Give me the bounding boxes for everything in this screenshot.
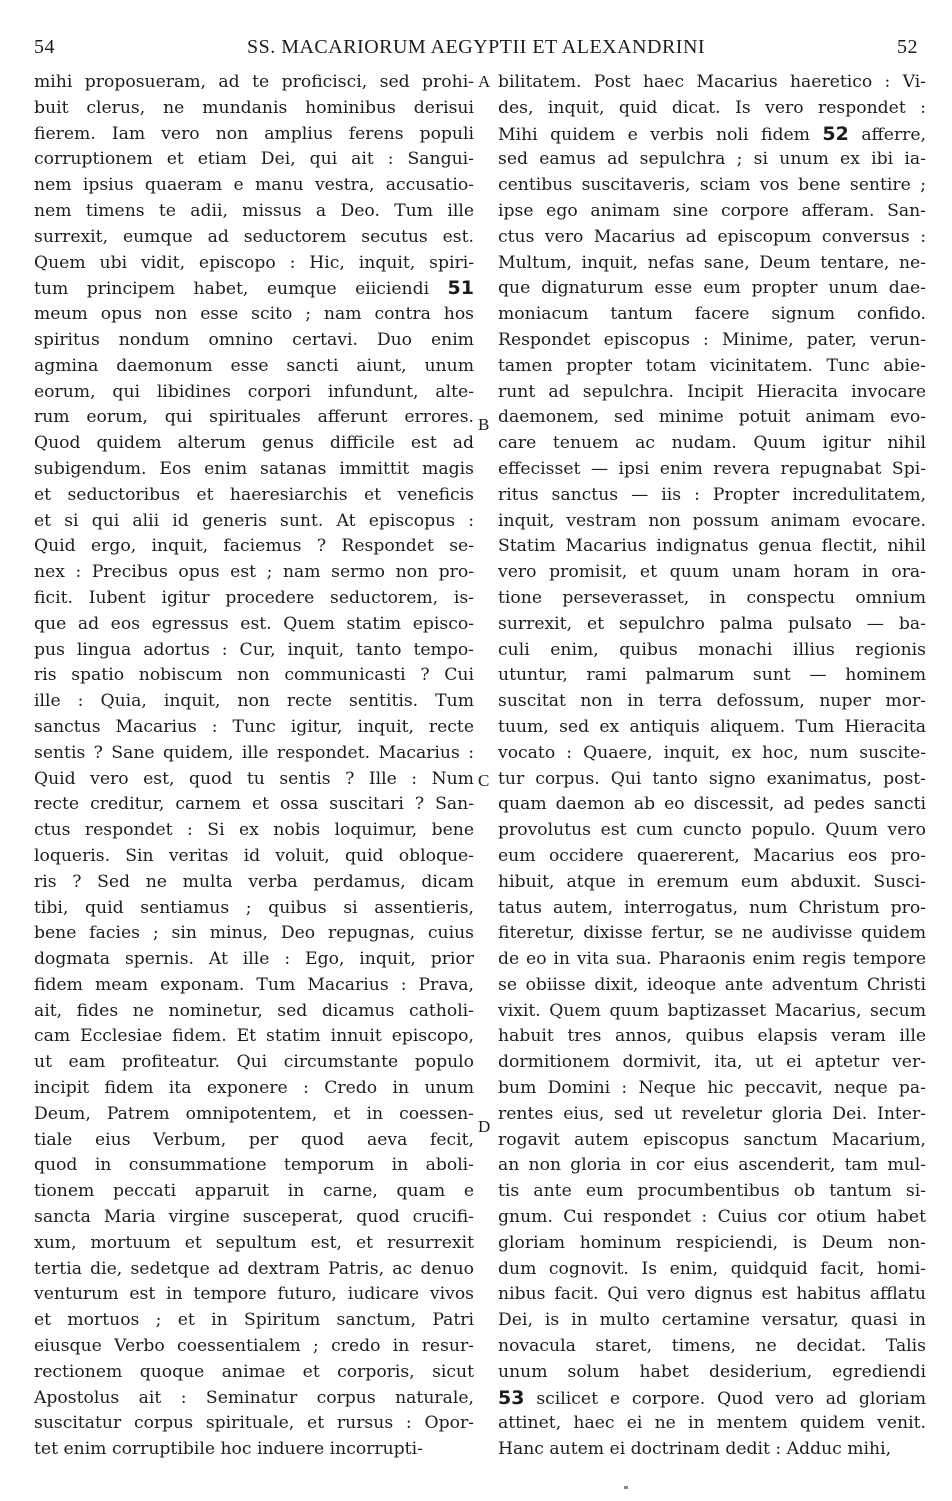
text-line <box>498 1179 926 1205</box>
line-text: novacula staret, timens, ne decidat. Talis <box>498 1336 926 1357</box>
line-text: nem ipsius quaeram e manu vestra, accusatio- <box>34 175 474 196</box>
text-line <box>34 1179 474 1205</box>
text-line <box>34 1411 474 1437</box>
text-line <box>498 147 926 173</box>
text-line <box>34 225 474 251</box>
line-text: sanctus Macarius : Tunc igitur, inquit, recte <box>34 716 474 737</box>
column-number: 53 <box>498 1386 525 1409</box>
text-line <box>498 405 926 431</box>
line-text: eiusque Verbo coessentialem ; credo in resur- <box>34 1336 474 1357</box>
text-line <box>498 276 926 302</box>
text-line <box>498 483 926 509</box>
line-text: tis ante eum procumbentibus ob tantum si- <box>498 1181 926 1202</box>
text-line <box>498 1102 926 1128</box>
line-text: Quod quidem alterum genus difficile est ad <box>34 433 474 454</box>
text-line <box>498 689 926 715</box>
line-text: que ad eos egressus est. Quem statim episco- <box>34 613 474 634</box>
text-line <box>498 1050 926 1076</box>
line-text: tibi, quid sentiamus ; quibus si assentieris, <box>34 897 474 918</box>
text-line <box>498 921 926 947</box>
text-line <box>34 896 474 922</box>
line-text: ait, fides ne nominetur, sed dicamus catholi- <box>34 1000 474 1021</box>
text-line <box>498 199 926 225</box>
line-text: rectionem quoque animae et corporis, sicut <box>34 1361 474 1382</box>
text-line <box>498 973 926 999</box>
text-line <box>34 147 474 173</box>
right-page-number: 52 <box>897 36 918 58</box>
line-text: corruptionem et etiam Dei, qui ait : Sangui- <box>34 149 474 170</box>
text-line <box>498 1360 926 1386</box>
text-line <box>34 767 474 793</box>
line-text: se obiisse dixit, ideoque ante adventum Christi <box>498 974 926 995</box>
line-text: tur corpus. Qui tanto signo exanimatus, post- <box>498 768 926 789</box>
text-line <box>498 638 926 664</box>
line-text: effecisset — ipsi enim revera repugnabat Spi- <box>498 458 926 479</box>
text-line <box>498 1128 926 1154</box>
line-text: tatus autem, interrogatus, num Christum pro- <box>498 897 926 918</box>
line-text: vixit. Quem quum baptizasset Macarius, secum <box>498 1000 926 1021</box>
text-line <box>34 947 474 973</box>
line-text: rentes eius, sed ut reveletur gloria Dei. Inter- <box>498 1103 926 1124</box>
line-text: gnum. Cui respondet : Cuius cor otium habet <box>498 1207 926 1228</box>
text-line <box>34 380 474 406</box>
text-line <box>498 225 926 251</box>
line-text: Dei, is in multo certamine versatur, quasi in <box>498 1310 926 1331</box>
text-line <box>34 457 474 483</box>
line-text: sentis ? Sane quidem, ille respondet. Macarius : <box>34 742 474 763</box>
line-text: Deum, Patrem omnipotentem, et in coessen- <box>34 1103 474 1124</box>
text-line <box>498 354 926 380</box>
text-line <box>34 715 474 741</box>
line-text: suscitat non in terra defossum, nuper mor- <box>498 691 926 712</box>
line-text: fierem. Iam vero non amplius ferens populi <box>34 123 474 144</box>
line-text: ritus sanctus — iis : Propter incredulitatem, <box>498 484 926 505</box>
text-line <box>34 612 474 638</box>
text-line <box>498 1153 926 1179</box>
text-line <box>498 1308 926 1334</box>
text-line <box>34 560 474 586</box>
text-line <box>498 1437 926 1463</box>
text-line <box>34 1024 474 1050</box>
text-line <box>34 663 474 689</box>
margin-marker-b: B <box>478 415 490 434</box>
text-line <box>498 844 926 870</box>
line-text: rogavit autem episcopus sanctum Macarium, <box>498 1129 926 1150</box>
line-text: vero promisit, et quum unam horam in ora- <box>498 562 926 583</box>
line-text: Statim Macarius indignatus genua flectit, nihil <box>498 536 926 557</box>
line-text: mihi proposueram, ad te proficisci, sed prohi- <box>34 72 474 92</box>
text-line <box>498 560 926 586</box>
line-text: ipse ego animam sine corpore afferam. San- <box>498 200 926 221</box>
column-number: 51 <box>447 277 474 300</box>
text-line <box>498 509 926 535</box>
line-text: fidem meam exponam. Tum Macarius : Prava, <box>34 974 474 995</box>
line-text: sed eamus ad sepulchra ; si unum ex ibi ia- <box>498 149 926 170</box>
text-line <box>498 1411 926 1437</box>
text-line <box>34 1128 474 1154</box>
line-text: an non gloria in cor eius ascenderit, tam mul- <box>498 1155 926 1176</box>
text-line <box>498 715 926 741</box>
text-line <box>34 1050 474 1076</box>
running-title: SS. MACARIORUM AEGYPTII ET ALEXANDRINI <box>246 36 706 58</box>
line-text: utuntur, rami palmarum sunt — hominem <box>498 665 926 686</box>
margin-marker-d: D <box>478 1117 491 1136</box>
text-line <box>498 1386 926 1412</box>
line-text: tum principem habet, eumque eiiciendi <box>34 279 430 300</box>
line-text: buit clerus, ne mundanis hominibus derisui <box>34 97 474 118</box>
text-line <box>498 1024 926 1050</box>
line-text: bene facies ; sin minus, Deo repugnas, cuius <box>34 923 474 944</box>
text-line <box>498 1334 926 1360</box>
text-line <box>498 251 926 277</box>
line-text: sancta Maria virgine susceperat, quod crucifi- <box>34 1207 474 1228</box>
text-line <box>34 70 474 96</box>
line-text: incipit fidem ita exponere : Credo in unum <box>34 1078 474 1099</box>
line-text: fiteretur, dixisse fertur, se ne audivisse quidem <box>498 923 926 944</box>
line-text: tamen propter totam vicinitatem. Tunc abie- <box>498 355 926 376</box>
line-text: tertia die, sedetque ad dextram Patris, ac denuo <box>34 1258 474 1279</box>
line-text: ris ? Sed ne multa verba perdamus, dicam <box>34 871 474 892</box>
line-text: care tenuem ac nudam. Quum igitur nihil <box>498 433 926 454</box>
column-number: 52 <box>822 122 849 145</box>
text-line <box>34 1231 474 1257</box>
line-text: quam daemon ab eo discessit, ad pedes sancti <box>498 794 926 815</box>
text-line <box>34 509 474 535</box>
text-line <box>498 122 926 148</box>
line-text: tet enim corruptibile hoc induere incorrupti- <box>34 1439 423 1460</box>
line-text: quod in consummatione temporum in aboli- <box>34 1155 474 1176</box>
line-text: Quid vero est, quod tu sentis ? Ille : Num <box>34 768 474 789</box>
text-line <box>34 1360 474 1386</box>
line-text: nibus facit. Qui vero dignus est habitus afflatu <box>498 1284 926 1305</box>
text-line <box>34 199 474 225</box>
text-line <box>34 96 474 122</box>
line-text: pus lingua adortus : Cur, inquit, tanto tempo- <box>34 639 474 660</box>
line-text: gloriam hominum respiciendi, is Deum non- <box>498 1232 926 1253</box>
line-text: surrexit, et sepulchro palma pulsato — ba- <box>498 613 926 634</box>
line-text: eorum, qui libidines corpori infundunt, alte- <box>34 381 474 402</box>
line-text: centibus suscitaveris, sciam vos bene sentire ; <box>498 175 926 196</box>
text-line <box>34 741 474 767</box>
right-text-column <box>498 70 926 1463</box>
line-text: de eo in vita sua. Pharaonis enim regis tempore <box>498 949 926 970</box>
text-line <box>34 1257 474 1283</box>
text-line <box>34 405 474 431</box>
line-text: meum opus non esse scito ; nam contra hos <box>34 304 474 325</box>
line-text: recte creditur, carnem et ossa suscitari ? San- <box>34 794 474 815</box>
text-line <box>498 70 926 96</box>
text-line <box>34 1386 474 1412</box>
line-text: loqueris. Sin veritas id voluit, quid obloque- <box>34 845 474 866</box>
line-text: ut eam profiteatur. Qui circumstante populo <box>34 1052 474 1073</box>
text-line <box>498 870 926 896</box>
text-line <box>498 457 926 483</box>
line-text: tione perseverasset, in conspectu omnium <box>498 587 926 608</box>
line-text: spiritus nondum omnino certavi. Duo enim <box>34 329 474 350</box>
text-line <box>498 1257 926 1283</box>
line-text: nex : Precibus opus est ; nam sermo non pro- <box>34 562 474 583</box>
text-line <box>498 767 926 793</box>
text-line <box>498 792 926 818</box>
text-line <box>34 1153 474 1179</box>
line-text: nem timens te adii, missus a Deo. Tum ille <box>34 200 474 221</box>
text-line <box>34 973 474 999</box>
line-text: et mortuos ; et in Spiritum sanctum, Patri <box>34 1310 474 1331</box>
line-text: et seductoribus et haeresiarchis et veneficis <box>34 484 474 505</box>
line-text: dormitionem dormivit, ita, ut ei aptetur ver- <box>498 1052 926 1073</box>
text-line <box>34 276 474 302</box>
line-text: attinet, haec ei ne in mentem quidem venit. <box>498 1413 926 1434</box>
text-line <box>34 483 474 509</box>
line-text: ris spatio nobiscum non communicasti ? Cui <box>34 665 474 686</box>
text-line <box>498 947 926 973</box>
text-line <box>34 431 474 457</box>
line-text: dogmata spernis. At ille : Ego, inquit, prior <box>34 949 474 970</box>
margin-marker-c: C <box>478 771 490 790</box>
text-line <box>34 534 474 560</box>
line-text: Multum, inquit, nefas sane, Deum tentare, ne- <box>498 252 926 273</box>
text-line <box>34 173 474 199</box>
text-line <box>34 122 474 148</box>
left-text-column <box>34 70 474 1463</box>
text-line <box>34 689 474 715</box>
text-line <box>34 328 474 354</box>
margin-marker-a: A <box>478 72 491 91</box>
line-text: rum eorum, qui spirituales afferunt errores. <box>34 407 474 428</box>
line-text: culi enim, quibus monachi illius regionis <box>498 639 926 660</box>
text-line <box>498 663 926 689</box>
text-line <box>498 534 926 560</box>
line-text: unum solum habet desiderium, egrediendi <box>498 1361 926 1382</box>
line-text: daemonem, sed minime potuit animam evo- <box>498 407 926 428</box>
text-line <box>498 741 926 767</box>
line-text: des, inquit, quid dicat. Is vero respondet : <box>498 97 926 118</box>
text-line <box>34 251 474 277</box>
line-text: Respondet episcopus : Minime, pater, verun- <box>498 329 926 350</box>
line-text: Apostolus ait : Seminatur corpus naturale, <box>34 1387 474 1408</box>
line-text: tionem peccati apparuit in carne, quam e <box>34 1181 474 1202</box>
print-speck <box>624 1486 628 1489</box>
text-line <box>498 999 926 1025</box>
line-text: que dignaturum esse eum propter unum dae- <box>498 278 926 299</box>
line-text: runt ad sepulchra. Incipit Hieracita invocare <box>498 381 926 402</box>
text-line <box>34 844 474 870</box>
line-text: habuit tres annos, quibus elapsis veram ille <box>498 1026 926 1047</box>
left-page-number: 54 <box>34 36 55 58</box>
text-line <box>498 431 926 457</box>
line-text: vocato : Quaere, inquit, ex hoc, num suscite- <box>498 742 926 763</box>
line-text: suscitatur corpus spirituale, et rursus : Opor- <box>34 1413 474 1434</box>
line-text: agmina daemonum esse sancti aiunt, unum <box>34 355 474 376</box>
text-line <box>34 1076 474 1102</box>
text-line <box>498 818 926 844</box>
line-text: ille : Quia, inquit, non recte sentitis. Tum <box>34 691 474 712</box>
text-line <box>34 921 474 947</box>
line-text: et si qui alii id generis sunt. At episcopus : <box>34 510 474 531</box>
text-line <box>498 1282 926 1308</box>
line-text: dum cognovit. Is enim, quidquid facit, homi- <box>498 1258 926 1279</box>
text-line <box>498 1076 926 1102</box>
text-line <box>34 586 474 612</box>
line-text: ficit. Iubent igitur procedere seductorem, is- <box>34 587 474 608</box>
text-line <box>498 896 926 922</box>
text-line <box>34 1205 474 1231</box>
line-text: subigendum. Eos enim satanas immittit magis <box>34 458 474 479</box>
line-text: bilitatem. Post haec Macarius haeretico : Vi- <box>498 72 926 92</box>
text-line <box>34 1308 474 1334</box>
text-line <box>498 586 926 612</box>
line-text-continued: afferre, <box>861 124 926 145</box>
text-line <box>34 870 474 896</box>
line-text: surrexit, eumque ad seductorem secutus est. <box>34 226 474 247</box>
line-text: tuum, sed ex antiquis aliquem. Tum Hieracita <box>498 716 926 737</box>
line-text: hibuit, atque in eremum eum abduxit. Susci- <box>498 871 926 892</box>
text-line <box>34 638 474 664</box>
line-text: inquit, vestram non possum animam evocare. <box>498 510 926 531</box>
running-header <box>34 36 918 60</box>
line-text: cam Ecclesiae fidem. Et statim innuit episcopo, <box>34 1026 474 1047</box>
text-line <box>34 1102 474 1128</box>
text-line <box>34 1334 474 1360</box>
line-text-continued: scilicet e corpore. Quod vero ad gloriam <box>536 1388 926 1409</box>
line-text: Quid ergo, inquit, faciemus ? Respondet se- <box>34 536 474 557</box>
text-line <box>498 96 926 122</box>
line-text: provolutus est cum cuncto populo. Quum vero <box>498 820 926 841</box>
line-text: Quem ubi vidit, episcopo : Hic, inquit, spiri- <box>34 252 474 273</box>
text-line <box>498 380 926 406</box>
text-line <box>34 1437 474 1463</box>
line-text: ctus vero Macarius ad episcopum conversus : <box>498 226 926 247</box>
line-text: tiale eius Verbum, per quod aeva fecit, <box>34 1129 474 1150</box>
text-line <box>498 328 926 354</box>
text-line <box>498 302 926 328</box>
text-line <box>498 612 926 638</box>
line-text: moniacum tantum facere signum confido. <box>498 304 926 325</box>
line-text: xum, mortuum et sepultum est, et resurrexit <box>34 1232 474 1253</box>
text-line <box>34 818 474 844</box>
text-line <box>34 302 474 328</box>
line-text: Hanc autem ei doctrinam dedit : Adduc mihi, <box>498 1439 892 1460</box>
text-line <box>34 792 474 818</box>
text-line <box>498 1205 926 1231</box>
line-text: bum Domini : Neque hic peccavit, neque pa- <box>498 1078 926 1099</box>
line-text: Mihi quidem e verbis noli fidem <box>498 124 810 145</box>
line-text: venturum est in tempore futuro, iudicare vivos <box>34 1284 474 1305</box>
line-text: eum occidere quaererent, Macarius eos pro- <box>498 845 926 866</box>
text-line <box>34 354 474 380</box>
text-line <box>34 999 474 1025</box>
line-text: ctus respondet : Si ex nobis loquimur, bene <box>34 820 474 841</box>
text-line <box>498 1231 926 1257</box>
text-line <box>34 1282 474 1308</box>
text-line <box>498 173 926 199</box>
